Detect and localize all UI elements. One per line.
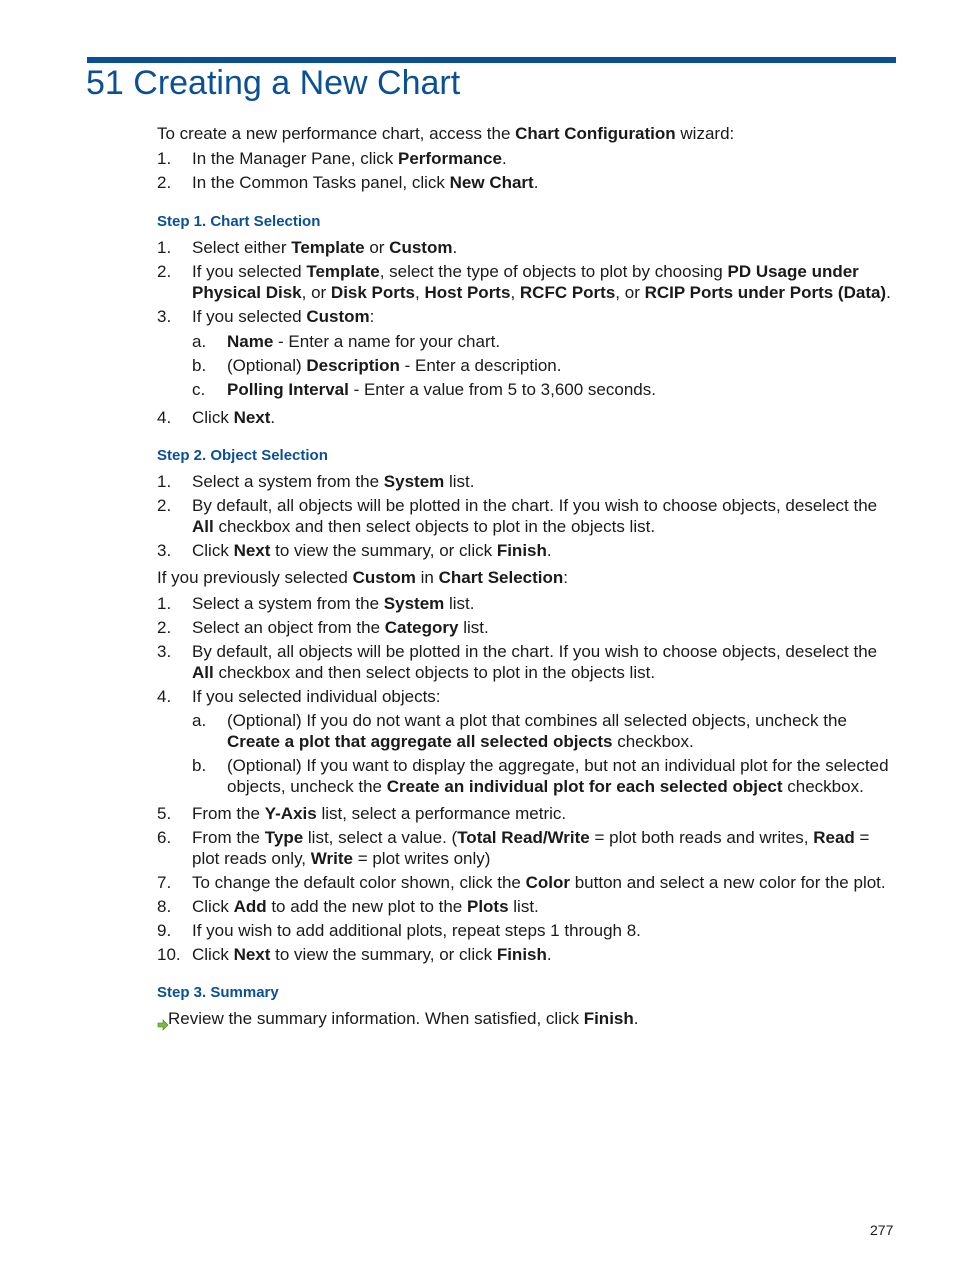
page-number: 277 [870,1222,894,1238]
list-item: 8. Click Add to add the new plot to the Plots list. [157,897,539,916]
list-item: 1. In the Manager Pane, click Performance. [157,149,507,168]
list-item: 3. If you selected Custom: [157,307,375,326]
list-item: 2. By default, all objects will be plotted in the chart. If you wish to choose objects, deselect the All checkbox and then select objects to plot in the objects list. [157,496,878,536]
sub-list-item: a. Name - Enter a name for your chart. [192,332,501,351]
list-item: 3. Click Next to view the summary, or click Finish. [157,541,552,560]
summary-paragraph: Review the summary information. When satisfied, click Finish. [168,1009,639,1028]
sub-list-item: b. (Optional) If you want to display the aggregate, but not an individual plot for the selected objects, uncheck the Create an individual plot for each selected object checkbox. [192,756,889,796]
list-item: 2. If you selected Template, select the type of objects to plot by choosing PD Usage under Physical Disk, or Disk Ports, Host Ports, RCFC Ports, or RCIP Ports under Ports (Data). [157,262,891,302]
list-item: 4. Click Next. [157,408,276,427]
sub-list-item: b. (Optional) Description - Enter a description. [192,356,562,375]
list-item: 5. From the Y-Axis list, select a performance metric. [157,804,567,823]
step2-heading: Step 2. Object Selection [157,447,328,464]
list-item: 1. Select a system from the System list. [157,594,475,613]
header-rule [87,57,896,63]
list-item: 2. Select an object from the Category list. [157,618,489,637]
list-item: 1. Select either Template or Custom. [157,238,458,257]
list-item: 7. To change the default color shown, click the Color button and select a new color for the plot. [157,873,886,892]
list-item: 4. If you selected individual objects: [157,687,441,706]
list-item: 6. From the Type list, select a value. (Total Read/Write = plot both reads and writes, Read = plot reads only, Write = plot writes only) [157,828,870,868]
list-item: 3. By default, all objects will be plotted in the chart. If you wish to choose objects, deselect the All checkbox and then select objects to plot in the objects list. [157,642,878,682]
page-title: 51 Creating a New Chart [86,64,461,102]
list-item: 10. Click Next to view the summary, or click Finish. [157,945,552,964]
custom-intro: If you previously selected Custom in Chart Selection: [157,568,569,587]
sub-list-item: c. Polling Interval - Enter a value from 5 to 3,600 seconds. [192,380,656,399]
list-item: 1. Select a system from the System list. [157,472,475,491]
intro-paragraph: To create a new performance chart, access the Chart Configuration wizard: [157,124,735,143]
list-item: 9. If you wish to add additional plots, repeat steps 1 through 8. [157,921,641,940]
step1-heading: Step 1. Chart Selection [157,213,321,230]
step3-heading: Step 3. Summary [157,984,279,1001]
list-item: 2. In the Common Tasks panel, click New Chart. [157,173,539,192]
sub-list-item: a. (Optional) If you do not want a plot that combines all selected objects, uncheck the Create a plot that aggregate all selected objects checkbox. [192,711,847,751]
